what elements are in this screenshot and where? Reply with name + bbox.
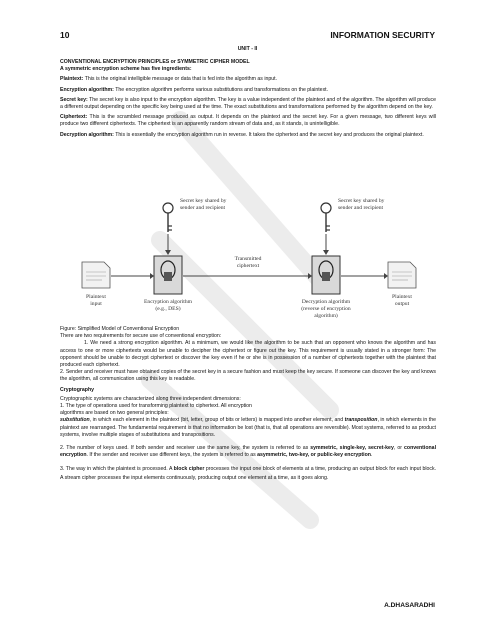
requirement-1: 1. We need a strong encryption algorithm. At a minimum, we would like the algorithm to be such that an opponent who knows the algorithm and has access to one or more ciphertexts would be unable to decipher the ciphertext or figure out the key. This requirement is usually stated in a stronger form: The opponent should be unable to decrypt ciphertext or discover the key even if he or she is in possession of a number of ciphertexts together with the plaintext that produced each ciphertext. bbox=[60, 340, 436, 369]
lock-icon bbox=[312, 256, 340, 294]
author-footer: A.DHASARADHI bbox=[384, 602, 435, 609]
document-icon bbox=[82, 262, 110, 288]
lock-icon bbox=[154, 256, 182, 294]
section-ingredients bbox=[60, 59, 436, 142]
key-right-line2: sender and recipient bbox=[338, 205, 384, 211]
transmitted-line2: ciphertext bbox=[236, 263, 260, 269]
key-icon bbox=[321, 203, 331, 232]
header-subject: INFORMATION SECURITY bbox=[330, 30, 435, 40]
key-left-line1: Secret key shared by bbox=[180, 198, 227, 204]
requirement-2: 2. Sender and receiver must have obtained copies of the secret key in a secure fashion and must keep the key secure. If someone can discover the key and knows the algorithm, all communication using this key is readable. bbox=[60, 369, 436, 383]
page-number: 10 bbox=[60, 30, 70, 40]
key-left-line2: sender and recipient bbox=[180, 205, 226, 211]
item-plaintext: Plaintext: This is the original intelligible message or data that is fed into the algorithm as input. bbox=[60, 76, 278, 83]
item-decryption-algorithm: Decryption algorithm: This is essentially the encryption algorithm run in reverse. It takes the ciphertext and the secret key and produces the original plaintext. bbox=[60, 131, 424, 138]
document-icon bbox=[388, 262, 416, 288]
section-subtitle: A symmetric encryption scheme has five ingredients: bbox=[60, 66, 192, 73]
cryptography-intro: Cryptographic systems are characterized along three independent dimensions: bbox=[60, 395, 241, 402]
dimension-3: 3. The way in which the plaintext is processed. A block cipher processes the input one block of elements at a time, producing an output block for each input block. A stream cipher processes the input elements continuously, producing output one element at a time, as it goes along. bbox=[60, 466, 437, 482]
enc-alg-line2: (e.g., DES) bbox=[155, 306, 181, 312]
key-right-line1: Secret key shared by bbox=[338, 198, 385, 204]
dimension-1-body: substitution, in which each element in the plaintext (bit, letter, group of bits or letters) is mapped into another element, and transposition, in which elements in the plaintext are rearranged. The fundamental requirement is that no information be lost (that is, that all operations are reversible). Most systems, referred to as product systems, involve multiple stages of substitutions and transpositions. bbox=[60, 417, 436, 438]
item-encryption-algorithm: Encryption algorithm: The encryption algorithm performs various substitutions and transformations on the plaintext. bbox=[60, 86, 329, 93]
plaintext-input-line1: Plaintext bbox=[86, 294, 106, 300]
dec-alg-line1: Decryption algorithm bbox=[301, 299, 351, 305]
plaintext-input-line2: input bbox=[90, 301, 102, 307]
plaintext-output-line1: Plaintext bbox=[392, 294, 412, 300]
dec-alg-line3: algorithm) bbox=[314, 313, 338, 319]
enc-alg-line1: Encryption algorithm bbox=[143, 299, 193, 305]
plaintext-output-line2: output bbox=[394, 301, 410, 307]
figure-caption: Figure: Simplified Model of Conventional Encryption bbox=[60, 326, 180, 332]
dimension-1-line2: algorithms are based on two general principles: bbox=[60, 410, 169, 417]
encryption-model-figure bbox=[80, 188, 420, 322]
item-ciphertext: Ciphertext: This is the scrambled message produced as output. It depends on the plaintext and the secret key. For a given message, two different keys will produce two different ciphertexts. The ciphertext is an apparently random stream of data and, as it stands, is unintelligible. bbox=[60, 114, 436, 128]
key-icon bbox=[163, 203, 173, 232]
section-requirements bbox=[60, 326, 436, 483]
requirements-intro: There are two requirements for secure use of conventional encryption: bbox=[60, 333, 222, 340]
transmitted-line1: Transmitted bbox=[234, 256, 262, 262]
unit-label: UNIT - II bbox=[237, 46, 258, 52]
item-secret-key: Secret key: The secret key is also input to the encryption algorithm. The key is a value independent of the plaintext and of the algorithm. The algorithm will produce a different output depending on the specific key being used at the time. The exact substitutions and transformations performed by the algorithm depend on the key. bbox=[60, 96, 437, 111]
cryptography-title: Cryptography bbox=[60, 386, 95, 393]
section-title: CONVENTIONAL ENCRYPTION PRINCIPLES or SYMMETRIC CIPHER MODEL bbox=[60, 59, 250, 65]
dimension-1-line1: 1. The type of operations used for transforming plaintext to ciphertext. All encryption bbox=[60, 403, 252, 410]
dimension-2: 2. The number of keys used. If both sender and receiver use the same key, the system is referred to as symmetric, single-key, secret-key, or conventional encryption. If the sender and receiver use different keys, the system is referred to as asymmetric, two-key, or public-key encryption. bbox=[60, 445, 437, 459]
dec-alg-line2: (reverse of encryption bbox=[301, 306, 351, 312]
